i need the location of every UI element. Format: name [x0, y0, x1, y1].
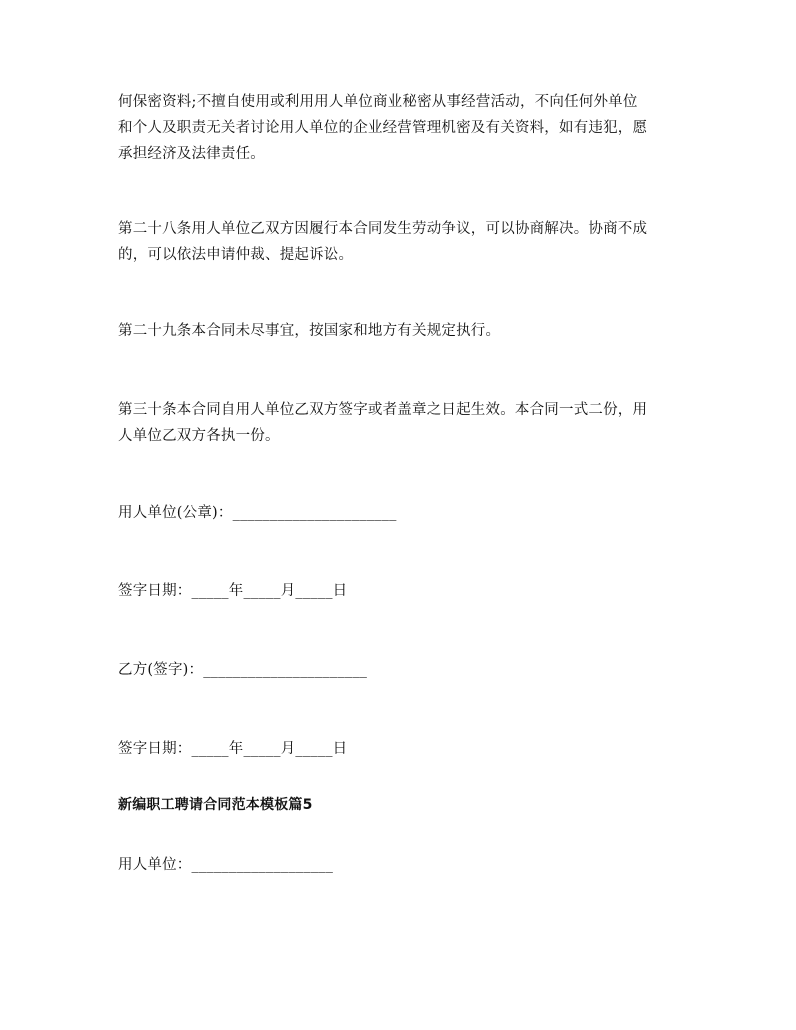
clause-27-line-2: 和个人及职责无关者讨论用人单位的企业经营管理机密及有关资料，如有违犯，愿	[118, 120, 648, 136]
party-b-sign-line: 乙方(签字)：______________________	[118, 662, 368, 678]
employer-line: 用人单位：___________________	[118, 857, 334, 873]
clause-28-line-1: 第二十八条用人单位乙双方因履行本合同发生劳动争议，可以协商解决。协商不成	[118, 221, 648, 237]
employer-seal-line: 用人单位(公章)：______________________	[118, 505, 397, 521]
clause-29-line-1: 第二十九条本合同未尽事宜，按国家和地方有关规定执行。	[118, 323, 501, 339]
clause-28-line-2: 的，可以依法申请仲裁、提起诉讼。	[118, 247, 354, 263]
sign-date-line-2: 签字日期：_____年_____月_____日	[118, 741, 348, 757]
clause-30-line-2: 人单位乙双方各执一份。	[118, 428, 280, 444]
sign-date-line-1: 签字日期：_____年_____月_____日	[118, 583, 348, 599]
clause-27-line-1: 何保密资料;不擅自使用或利用用人单位商业秘密从事经营活动，不向任何外单位	[118, 94, 638, 110]
section-title: 新编职工聘请合同范本模板篇5	[118, 797, 313, 813]
clause-30-line-1: 第三十条本合同自用人单位乙双方签字或者盖章之日起生效。本合同一式二份，用	[118, 402, 648, 418]
clause-27-line-3: 承担经济及法律责任。	[118, 146, 265, 162]
